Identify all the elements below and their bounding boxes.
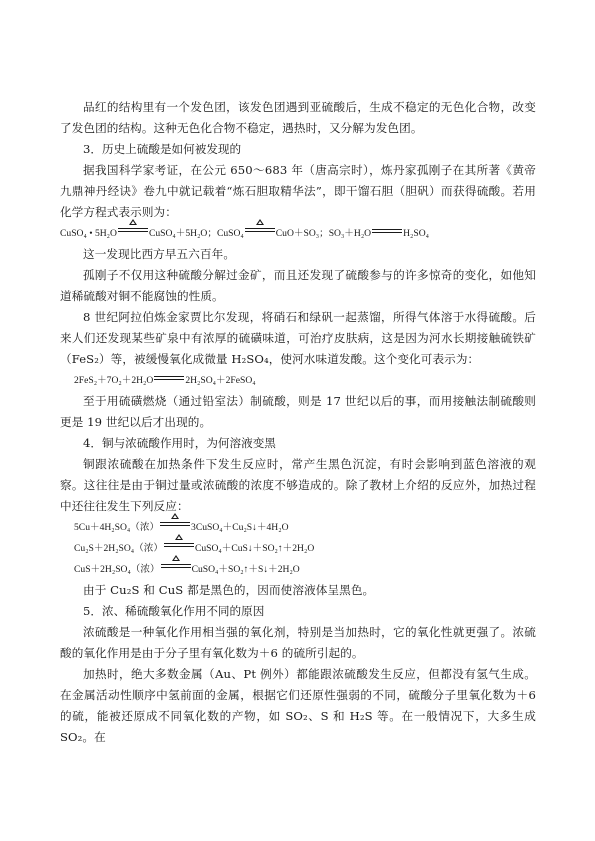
heat-triangle-icon (256, 219, 264, 225)
eq4-right: CuSO₄＋CuS↓＋SO₂↑＋2H₂O (194, 543, 315, 554)
document-body (60, 97, 536, 748)
heat-condition-sign (164, 541, 194, 551)
eq1-c-right: H₂SO₄ (403, 228, 429, 239)
equals-sign (154, 375, 184, 383)
paragraph-concentrated-acid: 浓硫酸是一种氧化作用相当强的氧化剂，特别是当加热时，它的氧化性就更强了。浓硫酸的氧化作用是由于分子里有氧化数为＋6 的硫所引起的。 (60, 625, 536, 660)
heat-triangle-icon (129, 219, 137, 225)
heat-triangle-icon (172, 555, 180, 561)
heat-triangle-icon (171, 513, 179, 519)
heat-triangle-icon (175, 534, 183, 540)
paragraph-jabir: 8 世纪阿拉伯炼金家贾比尔发现，将硝石和绿矾一起蒸馏，所得气体溶于水得硫酸。后来人们还发现某些矿泉中有浓厚的硫磺味道，可治疗皮肤病，这是因为河水长期接触硫铁矿（FeS₂）等，被缓慢氧化成微量 H₂SO₄，使河水味道发酸。这个变化可表示为： (60, 310, 536, 366)
section-heading-3: 3．历史上硫酸是如何被发现的 (83, 142, 242, 156)
paragraph-gugangzi: 孤刚子不仅用这种硫酸分解过金矿，而且还发现了硫酸参与的许多惊奇的变化，如他知道稀硫酸对铜不能腐蚀的性质。 (60, 268, 536, 303)
eq1-a-right: CuSO₄＋5H₂O； (148, 228, 217, 239)
paragraph-fuchsine: 品红的结构里有一个发色团，该发色团遇到亚硫酸后，生成不稳定的无色化合物，改变了发色团的结构。这种无色化合物不稳定，遇热时，又分解为发色团。 (60, 100, 536, 135)
eq1-b-left: CuSO₄ (216, 228, 244, 239)
eq3-left: 5Cu＋4H₂SO₄（浓） (74, 522, 160, 533)
heat-condition-sign (160, 520, 190, 530)
equation-cu2s (60, 538, 536, 559)
equation-cus (60, 559, 536, 580)
eq2-right: 2H₂SO₄＋2FeSO₄ (185, 375, 256, 386)
equation-blue-vitriol (60, 223, 536, 244)
paragraph-metals-reaction: 加热时，绝大多数金属（Au、Pt 例外）都能跟浓硫酸发生反应，但都没有氢气生成。在金属活动性顺序中氢前面的金属，根据它们还原性强弱的不同，硫酸分子里氧化数为＋6 的硫，能被还原成不同氧化数的产物，如 SO₂、S 和 H₂S 等。在一般情况下，大多生成 SO₂。在 (60, 667, 536, 744)
eq1-a-left: CuSO₄ • 5H₂O (60, 228, 117, 239)
eq1-c-left: SO₃＋H₂O (328, 228, 372, 239)
paragraph-black-solution: 由于 Cu₂S 和 CuS 都是黑色的，因而使溶液体呈黑色。 (83, 583, 375, 597)
eq5-right: CuSO₄＋SO₂↑＋S↓＋2H₂O (191, 564, 300, 575)
paragraph-history: 据我国科学家考证，在公元 650～683 年（唐高宗时），炼丹家孤刚子在其所著《黄帝九鼎神丹经诀》卷九中就记载着“炼石胆取精华法”，即干馏石胆（胆矾）而获得硫酸。若用化学方程式表示则为： (60, 163, 536, 219)
heat-condition-sign (245, 226, 275, 236)
equation-copper-excess (60, 517, 536, 538)
section-heading-4: 4．铜与浓硫酸作用时，为何溶液变黑 (83, 436, 276, 450)
paragraph-lead-chamber: 至于用硫磺燃烧（通过铅室法）制硫酸，则是 17 世纪以后的事，而用接触法制硫酸则更是 19 世纪以后才出现的。 (60, 394, 536, 429)
eq3-right: 3CuSO₄＋Cu₂S↓＋4H₂O (191, 522, 289, 533)
eq1-b-right: CuO＋SO₃； (275, 228, 329, 239)
equation-pyrite-oxidation (60, 370, 536, 391)
eq4-left: Cu₂S＋2H₂SO₄（浓） (74, 543, 163, 554)
heat-condition-sign (161, 562, 191, 572)
equals-sign (372, 228, 402, 236)
paragraph-copper-black: 铜跟浓硫酸在加热条件下发生反应时，常产生黑色沉淀，有时会影响到蓝色溶液的观察。这往往是由于铜过量或浓硫酸的浓度不够造成的。除了教材上介绍的反应外，加热过程中还往往发生下列反应： (60, 457, 536, 513)
eq2-left: 2FeS₂＋7O₂＋2H₂O (74, 375, 154, 386)
paragraph-earlier-than-west: 这一发现比西方早五六百年。 (83, 247, 236, 261)
section-heading-5: 5．浓、稀硫酸氧化作用不同的原因 (83, 604, 265, 618)
heat-condition-sign (118, 226, 148, 236)
eq5-left: CuS＋2H₂SO₄（浓） (74, 564, 160, 575)
